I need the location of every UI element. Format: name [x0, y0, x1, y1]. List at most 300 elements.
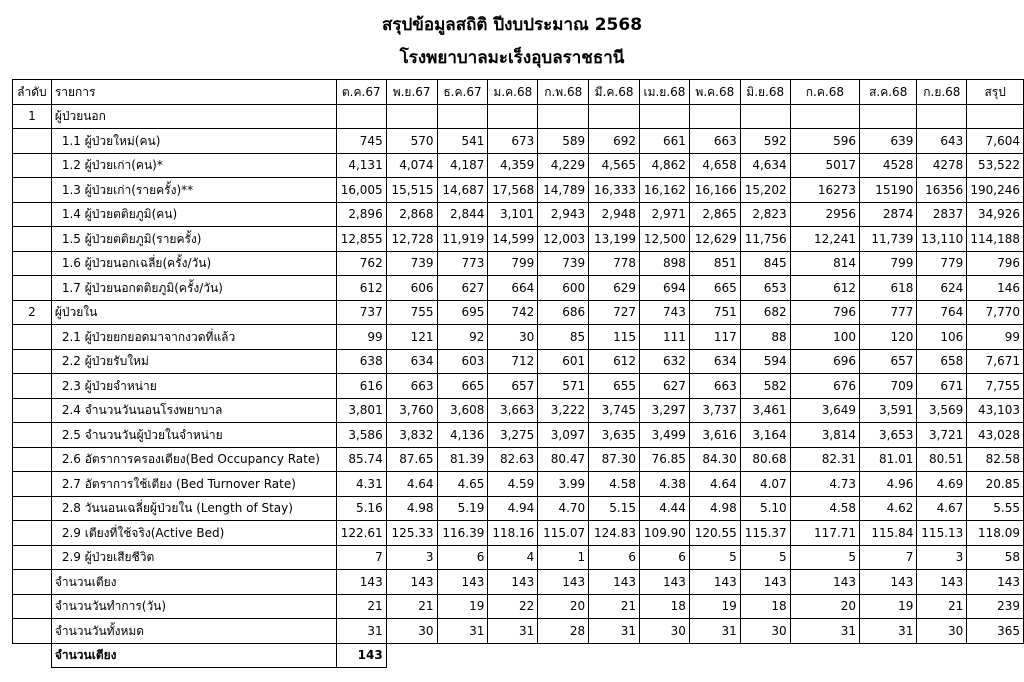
value-cell: 773	[437, 251, 488, 276]
row-label: จำนวนเตียง	[51, 570, 336, 595]
row-label: 1.2 ผู้ป่วยเก่า(คน)*	[51, 153, 336, 178]
row-sequence: 1	[13, 104, 52, 129]
value-cell: 3.99	[538, 472, 589, 497]
table-row	[13, 423, 1024, 448]
table-row	[13, 227, 1024, 252]
value-cell: 4.94	[488, 496, 538, 521]
value-cell	[589, 104, 640, 129]
value-cell: 618	[860, 276, 917, 301]
value-cell	[860, 104, 917, 129]
value-cell: 3,591	[860, 398, 917, 423]
value-cell: 2,865	[689, 202, 740, 227]
value-cell	[967, 104, 1024, 129]
value-cell: 19	[860, 594, 917, 619]
value-cell: 111	[640, 325, 690, 350]
value-cell: 3,569	[917, 398, 967, 423]
value-cell: 6	[640, 545, 690, 570]
value-cell: 7,671	[967, 349, 1024, 374]
value-cell: 653	[740, 276, 790, 301]
value-cell: 118.09	[967, 521, 1024, 546]
value-cell: 81.01	[860, 447, 917, 472]
value-cell: 727	[589, 300, 640, 325]
value-cell: 30	[488, 325, 538, 350]
row-label: ผู้ป่วยใน	[51, 300, 336, 325]
value-cell: 596	[790, 129, 859, 154]
value-cell: 115.13	[917, 521, 967, 546]
table-row	[13, 178, 1024, 203]
value-cell: 14,599	[488, 227, 538, 252]
value-cell: 696	[790, 349, 859, 374]
value-cell: 751	[689, 300, 740, 325]
column-header: ก.พ.68	[538, 80, 589, 105]
value-cell: 663	[689, 129, 740, 154]
value-cell: 12,855	[336, 227, 386, 252]
value-cell: 2,943	[538, 202, 589, 227]
row-label: 2.9 เตียงที่ใช้จริง(Active Bed)	[51, 521, 336, 546]
report-title: สรุปข้อมูลสถิติ ปีงบประมาณ 2568	[381, 15, 643, 35]
value-cell: 4.31	[336, 472, 386, 497]
value-cell: 53,522	[967, 153, 1024, 178]
value-cell: 664	[488, 276, 538, 301]
row-sequence	[13, 545, 52, 570]
value-cell: 5	[689, 545, 740, 570]
value-cell: 777	[860, 300, 917, 325]
value-cell: 755	[386, 300, 437, 325]
value-cell: 143	[640, 570, 690, 595]
row-sequence	[13, 227, 52, 252]
value-cell: 694	[640, 276, 690, 301]
value-cell: 627	[640, 374, 690, 399]
value-cell: 686	[538, 300, 589, 325]
footer-bed-label: จำนวนเตียง	[51, 643, 336, 668]
value-cell: 627	[437, 276, 488, 301]
value-cell: 143	[589, 570, 640, 595]
value-cell: 7	[860, 545, 917, 570]
value-cell: 3,586	[336, 423, 386, 448]
value-cell: 143	[336, 570, 386, 595]
value-cell: 779	[917, 251, 967, 276]
value-cell: 115.37	[740, 521, 790, 546]
value-cell: 796	[967, 251, 1024, 276]
row-sequence	[13, 521, 52, 546]
column-header: ธ.ค.67	[437, 80, 488, 105]
value-cell: 4.64	[386, 472, 437, 497]
value-cell: 12,629	[689, 227, 740, 252]
row-sequence	[13, 496, 52, 521]
value-cell: 34,926	[967, 202, 1024, 227]
value-cell: 3,649	[790, 398, 859, 423]
value-cell: 18	[640, 594, 690, 619]
value-cell: 7,604	[967, 129, 1024, 154]
table-row	[13, 521, 1024, 546]
value-cell: 589	[538, 129, 589, 154]
value-cell: 58	[967, 545, 1024, 570]
value-cell: 4.65	[437, 472, 488, 497]
row-label: 1.3 ผู้ป่วยเก่า(รายครั้ง)**	[51, 178, 336, 203]
value-cell: 3,499	[640, 423, 690, 448]
value-cell: 5.10	[740, 496, 790, 521]
hospital-name: โรงพยาบาลมะเร็งอุบลราชธานี	[399, 48, 625, 68]
value-cell: 582	[740, 374, 790, 399]
value-cell: 2956	[790, 202, 859, 227]
value-cell: 655	[589, 374, 640, 399]
value-cell: 11,739	[860, 227, 917, 252]
row-sequence	[13, 398, 52, 423]
column-header: พ.ย.67	[386, 80, 437, 105]
value-cell: 663	[386, 374, 437, 399]
value-cell: 4,074	[386, 153, 437, 178]
value-cell: 2874	[860, 202, 917, 227]
value-cell: 634	[386, 349, 437, 374]
value-cell: 4,187	[437, 153, 488, 178]
value-cell: 851	[689, 251, 740, 276]
value-cell: 21	[589, 594, 640, 619]
value-cell: 3,653	[860, 423, 917, 448]
value-cell: 3,760	[386, 398, 437, 423]
value-cell	[336, 104, 386, 129]
value-cell	[386, 104, 437, 129]
value-cell: 117	[689, 325, 740, 350]
value-cell: 3,721	[917, 423, 967, 448]
value-cell: 99	[336, 325, 386, 350]
value-cell: 82.31	[790, 447, 859, 472]
row-sequence	[13, 619, 52, 644]
value-cell: 739	[538, 251, 589, 276]
value-cell: 4,862	[640, 153, 690, 178]
value-cell: 3,663	[488, 398, 538, 423]
value-cell: 11,756	[740, 227, 790, 252]
row-label: 1.4 ผู้ป่วยตติยภูมิ(คน)	[51, 202, 336, 227]
value-cell: 742	[488, 300, 538, 325]
value-cell	[538, 104, 589, 129]
footer-row	[13, 643, 1024, 668]
row-sequence	[13, 594, 52, 619]
value-cell: 4.70	[538, 496, 589, 521]
value-cell	[917, 104, 967, 129]
value-cell: 676	[790, 374, 859, 399]
column-header: มิ.ย.68	[740, 80, 790, 105]
value-cell: 16356	[917, 178, 967, 203]
value-cell: 643	[917, 129, 967, 154]
value-cell: 692	[589, 129, 640, 154]
value-cell: 739	[386, 251, 437, 276]
footer-spacer	[13, 643, 52, 668]
value-cell: 87.30	[589, 447, 640, 472]
value-cell: 632	[640, 349, 690, 374]
value-cell: 80.68	[740, 447, 790, 472]
value-cell: 2,971	[640, 202, 690, 227]
value-cell: 80.47	[538, 447, 589, 472]
value-cell: 18	[740, 594, 790, 619]
value-cell: 778	[589, 251, 640, 276]
value-cell: 31	[336, 619, 386, 644]
value-cell: 612	[589, 349, 640, 374]
table-row	[13, 251, 1024, 276]
column-header: ส.ค.68	[860, 80, 917, 105]
value-cell: 143	[917, 570, 967, 595]
value-cell: 16,166	[689, 178, 740, 203]
value-cell: 143	[386, 570, 437, 595]
value-cell: 143	[740, 570, 790, 595]
value-cell: 15,202	[740, 178, 790, 203]
value-cell: 118.16	[488, 521, 538, 546]
value-cell: 4,565	[589, 153, 640, 178]
table-row	[13, 374, 1024, 399]
value-cell: 601	[538, 349, 589, 374]
value-cell: 799	[488, 251, 538, 276]
value-cell: 22	[488, 594, 538, 619]
table-row	[13, 104, 1024, 129]
value-cell: 4,658	[689, 153, 740, 178]
column-header: ก.ย.68	[917, 80, 967, 105]
table-row	[13, 325, 1024, 350]
value-cell: 115.07	[538, 521, 589, 546]
value-cell: 3,832	[386, 423, 437, 448]
value-cell: 114,188	[967, 227, 1024, 252]
value-cell: 3,297	[640, 398, 690, 423]
value-cell: 4278	[917, 153, 967, 178]
value-cell: 30	[640, 619, 690, 644]
value-cell: 82.58	[967, 447, 1024, 472]
value-cell: 5	[740, 545, 790, 570]
value-cell: 115.84	[860, 521, 917, 546]
value-cell: 5.15	[589, 496, 640, 521]
value-cell: 16,162	[640, 178, 690, 203]
value-cell: 709	[860, 374, 917, 399]
value-cell: 658	[917, 349, 967, 374]
value-cell	[640, 104, 690, 129]
value-cell: 624	[917, 276, 967, 301]
table-row	[13, 398, 1024, 423]
table-row	[13, 570, 1024, 595]
value-cell: 4.59	[488, 472, 538, 497]
row-sequence	[13, 153, 52, 178]
value-cell: 4.67	[917, 496, 967, 521]
value-cell: 92	[437, 325, 488, 350]
column-header: รายการ	[51, 80, 336, 105]
value-cell: 19	[437, 594, 488, 619]
value-cell: 12,728	[386, 227, 437, 252]
value-cell: 81.39	[437, 447, 488, 472]
value-cell: 31	[790, 619, 859, 644]
row-label: 2.2 ผู้ป่วยรับใหม่	[51, 349, 336, 374]
value-cell: 603	[437, 349, 488, 374]
value-cell: 30	[917, 619, 967, 644]
value-cell: 695	[437, 300, 488, 325]
row-label: 2.7 อัตราการใช้เตียง (Bed Turnover Rate)	[51, 472, 336, 497]
value-cell: 663	[689, 374, 740, 399]
value-cell: 43,103	[967, 398, 1024, 423]
value-cell: 116.39	[437, 521, 488, 546]
table-header-row	[13, 80, 1024, 105]
row-label: 1.5 ผู้ป่วยตติยภูมิ(รายครั้ง)	[51, 227, 336, 252]
value-cell	[437, 104, 488, 129]
value-cell: 4,634	[740, 153, 790, 178]
value-cell: 657	[860, 349, 917, 374]
row-sequence	[13, 202, 52, 227]
value-cell: 143	[437, 570, 488, 595]
value-cell: 12,003	[538, 227, 589, 252]
value-cell: 7,770	[967, 300, 1024, 325]
row-sequence: 2	[13, 300, 52, 325]
value-cell	[689, 104, 740, 129]
value-cell: 30	[386, 619, 437, 644]
row-label: 1.7 ผู้ป่วยนอกตติยภูมิ(ครั้ง/วัน)	[51, 276, 336, 301]
row-sequence	[13, 349, 52, 374]
value-cell: 712	[488, 349, 538, 374]
value-cell: 3,814	[790, 423, 859, 448]
value-cell: 3,164	[740, 423, 790, 448]
value-cell: 7	[336, 545, 386, 570]
value-cell: 190,246	[967, 178, 1024, 203]
table-row	[13, 496, 1024, 521]
value-cell: 16273	[790, 178, 859, 203]
value-cell: 3	[386, 545, 437, 570]
value-cell: 4.58	[589, 472, 640, 497]
value-cell: 743	[640, 300, 690, 325]
value-cell: 898	[640, 251, 690, 276]
value-cell: 673	[488, 129, 538, 154]
value-cell	[488, 104, 538, 129]
value-cell: 20	[538, 594, 589, 619]
value-cell: 85.74	[336, 447, 386, 472]
value-cell: 21	[336, 594, 386, 619]
value-cell: 634	[689, 349, 740, 374]
value-cell: 6	[589, 545, 640, 570]
value-cell: 4.69	[917, 472, 967, 497]
value-cell: 143	[967, 570, 1024, 595]
value-cell: 21	[386, 594, 437, 619]
value-cell: 76.85	[640, 447, 690, 472]
value-cell: 143	[860, 570, 917, 595]
column-header: มี.ค.68	[589, 80, 640, 105]
value-cell: 745	[336, 129, 386, 154]
column-header: สรุป	[967, 80, 1024, 105]
value-cell: 120	[860, 325, 917, 350]
value-cell: 87.65	[386, 447, 437, 472]
row-label: 2.9 ผู้ป่วยเสียชีวิต	[51, 545, 336, 570]
row-sequence	[13, 447, 52, 472]
value-cell: 15,515	[386, 178, 437, 203]
value-cell: 796	[790, 300, 859, 325]
row-label: 2.3 ผู้ป่วยจำหน่าย	[51, 374, 336, 399]
column-header: เม.ย.68	[640, 80, 690, 105]
value-cell: 84.30	[689, 447, 740, 472]
value-cell: 6	[437, 545, 488, 570]
value-cell: 737	[336, 300, 386, 325]
table-row	[13, 349, 1024, 374]
column-header: พ.ค.68	[689, 80, 740, 105]
row-label: 1.6 ผู้ป่วยนอกเฉลี่ย(ครั้ง/วัน)	[51, 251, 336, 276]
value-cell: 639	[860, 129, 917, 154]
value-cell: 14,687	[437, 178, 488, 203]
value-cell: 100	[790, 325, 859, 350]
value-cell: 13,199	[589, 227, 640, 252]
value-cell: 5.55	[967, 496, 1024, 521]
value-cell: 15190	[860, 178, 917, 203]
value-cell: 3,461	[740, 398, 790, 423]
value-cell: 638	[336, 349, 386, 374]
value-cell: 2,823	[740, 202, 790, 227]
value-cell: 16,333	[589, 178, 640, 203]
value-cell: 16,005	[336, 178, 386, 203]
value-cell: 612	[790, 276, 859, 301]
value-cell: 143	[689, 570, 740, 595]
value-cell: 4.58	[790, 496, 859, 521]
row-sequence	[13, 325, 52, 350]
value-cell: 612	[336, 276, 386, 301]
value-cell: 3,616	[689, 423, 740, 448]
value-cell: 2,868	[386, 202, 437, 227]
value-cell: 3,608	[437, 398, 488, 423]
row-label: 2.6 อัตราการครองเตียง(Bed Occupancy Rate)	[51, 447, 336, 472]
footer-bed-value: 143	[336, 643, 386, 668]
row-label: จำนวนวันทั้งหมด	[51, 619, 336, 644]
value-cell: 661	[640, 129, 690, 154]
value-cell: 4.98	[386, 496, 437, 521]
row-sequence	[13, 423, 52, 448]
value-cell: 616	[336, 374, 386, 399]
value-cell: 117.71	[790, 521, 859, 546]
value-cell: 4.62	[860, 496, 917, 521]
value-cell: 28	[538, 619, 589, 644]
value-cell: 43,028	[967, 423, 1024, 448]
table-row	[13, 202, 1024, 227]
value-cell: 845	[740, 251, 790, 276]
value-cell: 594	[740, 349, 790, 374]
value-cell: 4.38	[640, 472, 690, 497]
row-label: 2.4 จำนวนวันนอนโรงพยาบาล	[51, 398, 336, 423]
table-row	[13, 594, 1024, 619]
table-row	[13, 472, 1024, 497]
value-cell: 592	[740, 129, 790, 154]
value-cell: 671	[917, 374, 967, 399]
value-cell: 4,131	[336, 153, 386, 178]
row-sequence	[13, 374, 52, 399]
value-cell: 14,789	[538, 178, 589, 203]
value-cell: 80.51	[917, 447, 967, 472]
value-cell: 629	[589, 276, 640, 301]
row-sequence	[13, 251, 52, 276]
value-cell: 570	[386, 129, 437, 154]
value-cell: 239	[967, 594, 1024, 619]
value-cell: 4,229	[538, 153, 589, 178]
value-cell: 682	[740, 300, 790, 325]
value-cell: 125.33	[386, 521, 437, 546]
table-row	[13, 619, 1024, 644]
value-cell: 12,500	[640, 227, 690, 252]
row-sequence	[13, 570, 52, 595]
value-cell: 762	[336, 251, 386, 276]
value-cell: 571	[538, 374, 589, 399]
value-cell: 3,801	[336, 398, 386, 423]
value-cell: 124.83	[589, 521, 640, 546]
value-cell: 7,755	[967, 374, 1024, 399]
value-cell: 20.85	[967, 472, 1024, 497]
value-cell: 5017	[790, 153, 859, 178]
value-cell: 4.98	[689, 496, 740, 521]
row-label: จำนวนวันทำการ(วัน)	[51, 594, 336, 619]
row-label: 1.1 ผู้ป่วยใหม่(คน)	[51, 129, 336, 154]
value-cell: 4.07	[740, 472, 790, 497]
value-cell: 5	[790, 545, 859, 570]
value-cell: 122.61	[336, 521, 386, 546]
value-cell: 814	[790, 251, 859, 276]
table-row	[13, 545, 1024, 570]
value-cell: 19	[689, 594, 740, 619]
value-cell: 30	[740, 619, 790, 644]
value-cell: 4.44	[640, 496, 690, 521]
